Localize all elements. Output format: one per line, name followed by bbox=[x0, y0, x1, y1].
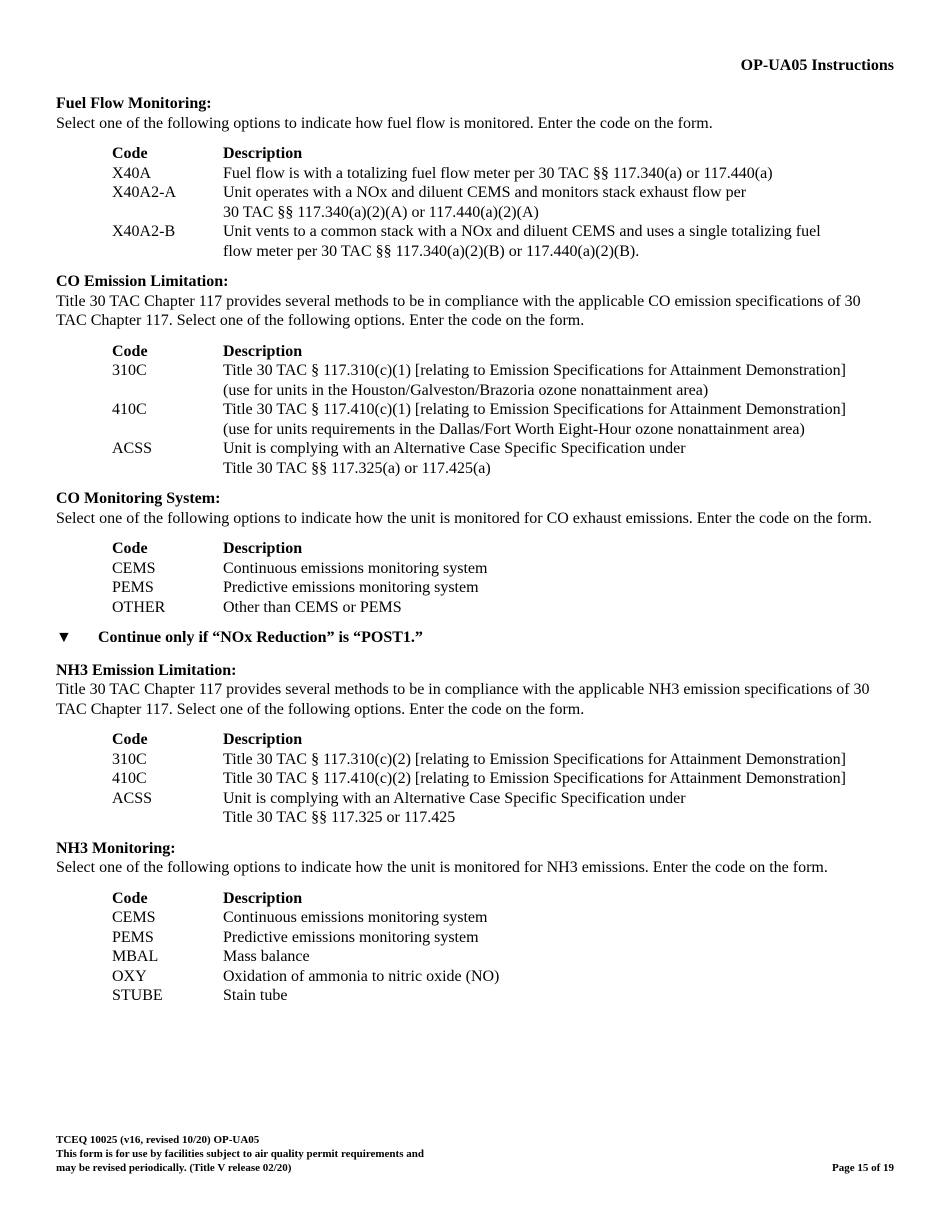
code-cell: CEMS bbox=[112, 909, 156, 926]
description-cell bbox=[223, 769, 846, 789]
continue-note-text: Continue only if “NOx Reduction” is “POST1.” bbox=[98, 629, 423, 646]
code-column-header: Code bbox=[112, 145, 148, 162]
table-row bbox=[112, 222, 821, 261]
code-cell: MBAL bbox=[112, 948, 159, 965]
code-table bbox=[112, 342, 846, 479]
code-cell: X40A2-B bbox=[112, 223, 176, 240]
description-cell bbox=[223, 908, 499, 928]
code-cell: 310C bbox=[112, 750, 147, 768]
description-line: Oxidation of ammonia to nitric oxide (NO) bbox=[223, 967, 500, 985]
table-row bbox=[112, 164, 821, 184]
table-row bbox=[112, 947, 499, 967]
footer-form-info bbox=[56, 1133, 424, 1175]
description-cell bbox=[223, 222, 821, 261]
description-line: Stain tube bbox=[223, 987, 288, 1004]
description-line: Title 30 TAC § 117.410(c)(1) [relating to Emission Specifications for Attainment Demonstration] bbox=[223, 401, 846, 418]
description-line: Other than CEMS or PEMS bbox=[223, 598, 402, 616]
table-row bbox=[112, 598, 487, 618]
code-cell: PEMS bbox=[112, 928, 154, 946]
code-cell: 310C bbox=[112, 362, 147, 379]
section-title: Fuel Flow Monitoring: bbox=[56, 95, 212, 112]
description-cell bbox=[223, 928, 499, 948]
code-cell: X40A2-A bbox=[112, 184, 176, 201]
description-line: Mass balance bbox=[223, 948, 310, 965]
table-header-row bbox=[112, 730, 846, 750]
description-line: Continuous emissions monitoring system bbox=[223, 909, 488, 926]
description-cell bbox=[223, 559, 487, 579]
table-row bbox=[112, 578, 487, 598]
section-intro: Select one of the following options to indicate how the unit is monitored for CO exhaust emissions. Enter the code on the form. bbox=[56, 509, 872, 527]
table-row bbox=[112, 439, 846, 478]
footer-line: may be revised periodically. (Title V release 02/20) bbox=[56, 1162, 292, 1174]
code-cell: OTHER bbox=[112, 598, 166, 616]
code-table bbox=[112, 730, 846, 828]
description-line: (use for units requirements in the Dallas/Fort Worth Eight-Hour ozone nonattainment area) bbox=[223, 420, 805, 438]
section-intro: Title 30 TAC Chapter 117 provides several methods to be in compliance with the applicable NH3 emission specifications of 30 TAC Chapter 117. Select one of the following options. Enter the code on the form. bbox=[56, 681, 870, 718]
description-column-header: Description bbox=[223, 889, 303, 907]
code-cell: STUBE bbox=[112, 987, 163, 1004]
section-title: NH3 Monitoring: bbox=[56, 839, 176, 857]
table-row bbox=[112, 400, 846, 439]
description-column-header: Description bbox=[223, 731, 303, 748]
section-co-emission-limitation bbox=[56, 272, 894, 478]
section-co-monitoring-system bbox=[56, 489, 894, 617]
footer-line: This form is for use by facilities subject to air quality permit requirements and bbox=[56, 1148, 424, 1160]
section-title: CO Monitoring System: bbox=[56, 490, 221, 507]
description-cell bbox=[223, 947, 499, 967]
table-row bbox=[112, 928, 499, 948]
description-line: Fuel flow is with a totalizing fuel flow meter per 30 TAC §§ 117.340(a) or 117.440(a) bbox=[223, 164, 773, 182]
code-table bbox=[112, 539, 487, 617]
code-column-header: Code bbox=[112, 540, 148, 557]
table-row bbox=[112, 789, 846, 828]
description-column-header: Description bbox=[223, 342, 303, 360]
description-line: flow meter per 30 TAC §§ 117.340(a)(2)(B) or 117.440(a)(2)(B). bbox=[223, 242, 640, 260]
table-row bbox=[112, 183, 821, 222]
down-triangle-icon: ▼ bbox=[56, 629, 72, 646]
code-table bbox=[112, 889, 499, 1006]
code-cell: PEMS bbox=[112, 579, 154, 596]
table-row bbox=[112, 559, 487, 579]
code-cell: CEMS bbox=[112, 559, 156, 577]
table-header-row bbox=[112, 539, 487, 559]
page-number: Page 15 of 19 bbox=[831, 1162, 894, 1174]
description-cell bbox=[223, 598, 487, 618]
code-table bbox=[112, 144, 821, 261]
description-cell bbox=[223, 361, 846, 400]
description-line: Continuous emissions monitoring system bbox=[223, 559, 488, 577]
code-cell: 410C bbox=[112, 770, 147, 787]
description-line: 30 TAC §§ 117.340(a)(2)(A) or 117.440(a)(2)(A) bbox=[223, 203, 539, 221]
description-line: Title 30 TAC § 117.410(c)(2) [relating to Emission Specifications for Attainment Demonstration] bbox=[223, 770, 846, 787]
continue-note bbox=[56, 628, 894, 648]
description-cell bbox=[223, 967, 499, 987]
description-cell bbox=[223, 750, 846, 770]
description-column-header: Description bbox=[223, 145, 303, 162]
code-cell: ACSS bbox=[112, 440, 153, 457]
description-line: Title 30 TAC § 117.310(c)(1) [relating to Emission Specifications for Attainment Demonstration] bbox=[223, 362, 846, 379]
description-column-header: Description bbox=[223, 540, 303, 557]
description-cell bbox=[223, 789, 846, 828]
table-header-row bbox=[112, 144, 821, 164]
document-body bbox=[56, 94, 894, 1017]
table-row bbox=[112, 750, 846, 770]
description-line: Predictive emissions monitoring system bbox=[223, 579, 479, 596]
description-line: Unit is complying with an Alternative Case Specific Specification under bbox=[223, 789, 686, 807]
section-title: CO Emission Limitation: bbox=[56, 273, 229, 290]
table-row bbox=[112, 986, 499, 1006]
table-row bbox=[112, 361, 846, 400]
description-line: Unit is complying with an Alternative Case Specific Specification under bbox=[223, 440, 686, 457]
code-cell: ACSS bbox=[112, 789, 153, 807]
description-cell bbox=[223, 164, 821, 184]
section-intro: Select one of the following options to indicate how fuel flow is monitored. Enter the code on the form. bbox=[56, 114, 713, 132]
table-row bbox=[112, 967, 499, 987]
description-line: Title 30 TAC § 117.310(c)(2) [relating to Emission Specifications for Attainment Demonstration] bbox=[223, 750, 846, 768]
description-cell bbox=[223, 986, 499, 1006]
description-cell bbox=[223, 183, 821, 222]
footer-line: TCEQ 10025 (v16, revised 10/20) OP-UA05 bbox=[56, 1134, 260, 1146]
code-column-header: Code bbox=[112, 731, 148, 748]
description-line: Unit operates with a NOx and diluent CEMS and monitors stack exhaust flow per bbox=[223, 184, 747, 201]
section-intro: Title 30 TAC Chapter 117 provides several methods to be in compliance with the applicable CO emission specifications of 30 TAC Chapter 117. Select one of the following options. Enter the code on the form. bbox=[56, 292, 861, 329]
section-nh3-monitoring bbox=[56, 839, 894, 1006]
table-row bbox=[112, 908, 499, 928]
page-header-title: OP-UA05 Instructions bbox=[740, 57, 894, 74]
code-column-header: Code bbox=[112, 342, 148, 360]
section-title: NH3 Emission Limitation: bbox=[56, 661, 237, 679]
section-nh3-emission-limitation bbox=[56, 661, 894, 828]
table-header-row bbox=[112, 889, 499, 909]
code-column-header: Code bbox=[112, 889, 148, 907]
description-cell bbox=[223, 439, 846, 478]
section-fuel-flow bbox=[56, 94, 894, 261]
code-cell: X40A bbox=[112, 164, 152, 182]
table-header-row bbox=[112, 342, 846, 362]
section-intro: Select one of the following options to indicate how the unit is monitored for NH3 emissions. Enter the code on the form. bbox=[56, 859, 828, 876]
description-line: Unit vents to a common stack with a NOx and diluent CEMS and uses a single totalizing fuel bbox=[223, 223, 821, 240]
table-row bbox=[112, 769, 846, 789]
description-cell bbox=[223, 400, 846, 439]
description-line: Title 30 TAC §§ 117.325 or 117.425 bbox=[223, 809, 456, 826]
description-cell bbox=[223, 578, 487, 598]
code-cell: 410C bbox=[112, 401, 147, 418]
description-line: Title 30 TAC §§ 117.325(a) or 117.425(a) bbox=[223, 459, 491, 477]
code-cell: OXY bbox=[112, 967, 147, 985]
description-line: (use for units in the Houston/Galveston/Brazoria ozone nonattainment area) bbox=[223, 381, 709, 399]
description-line: Predictive emissions monitoring system bbox=[223, 928, 479, 946]
